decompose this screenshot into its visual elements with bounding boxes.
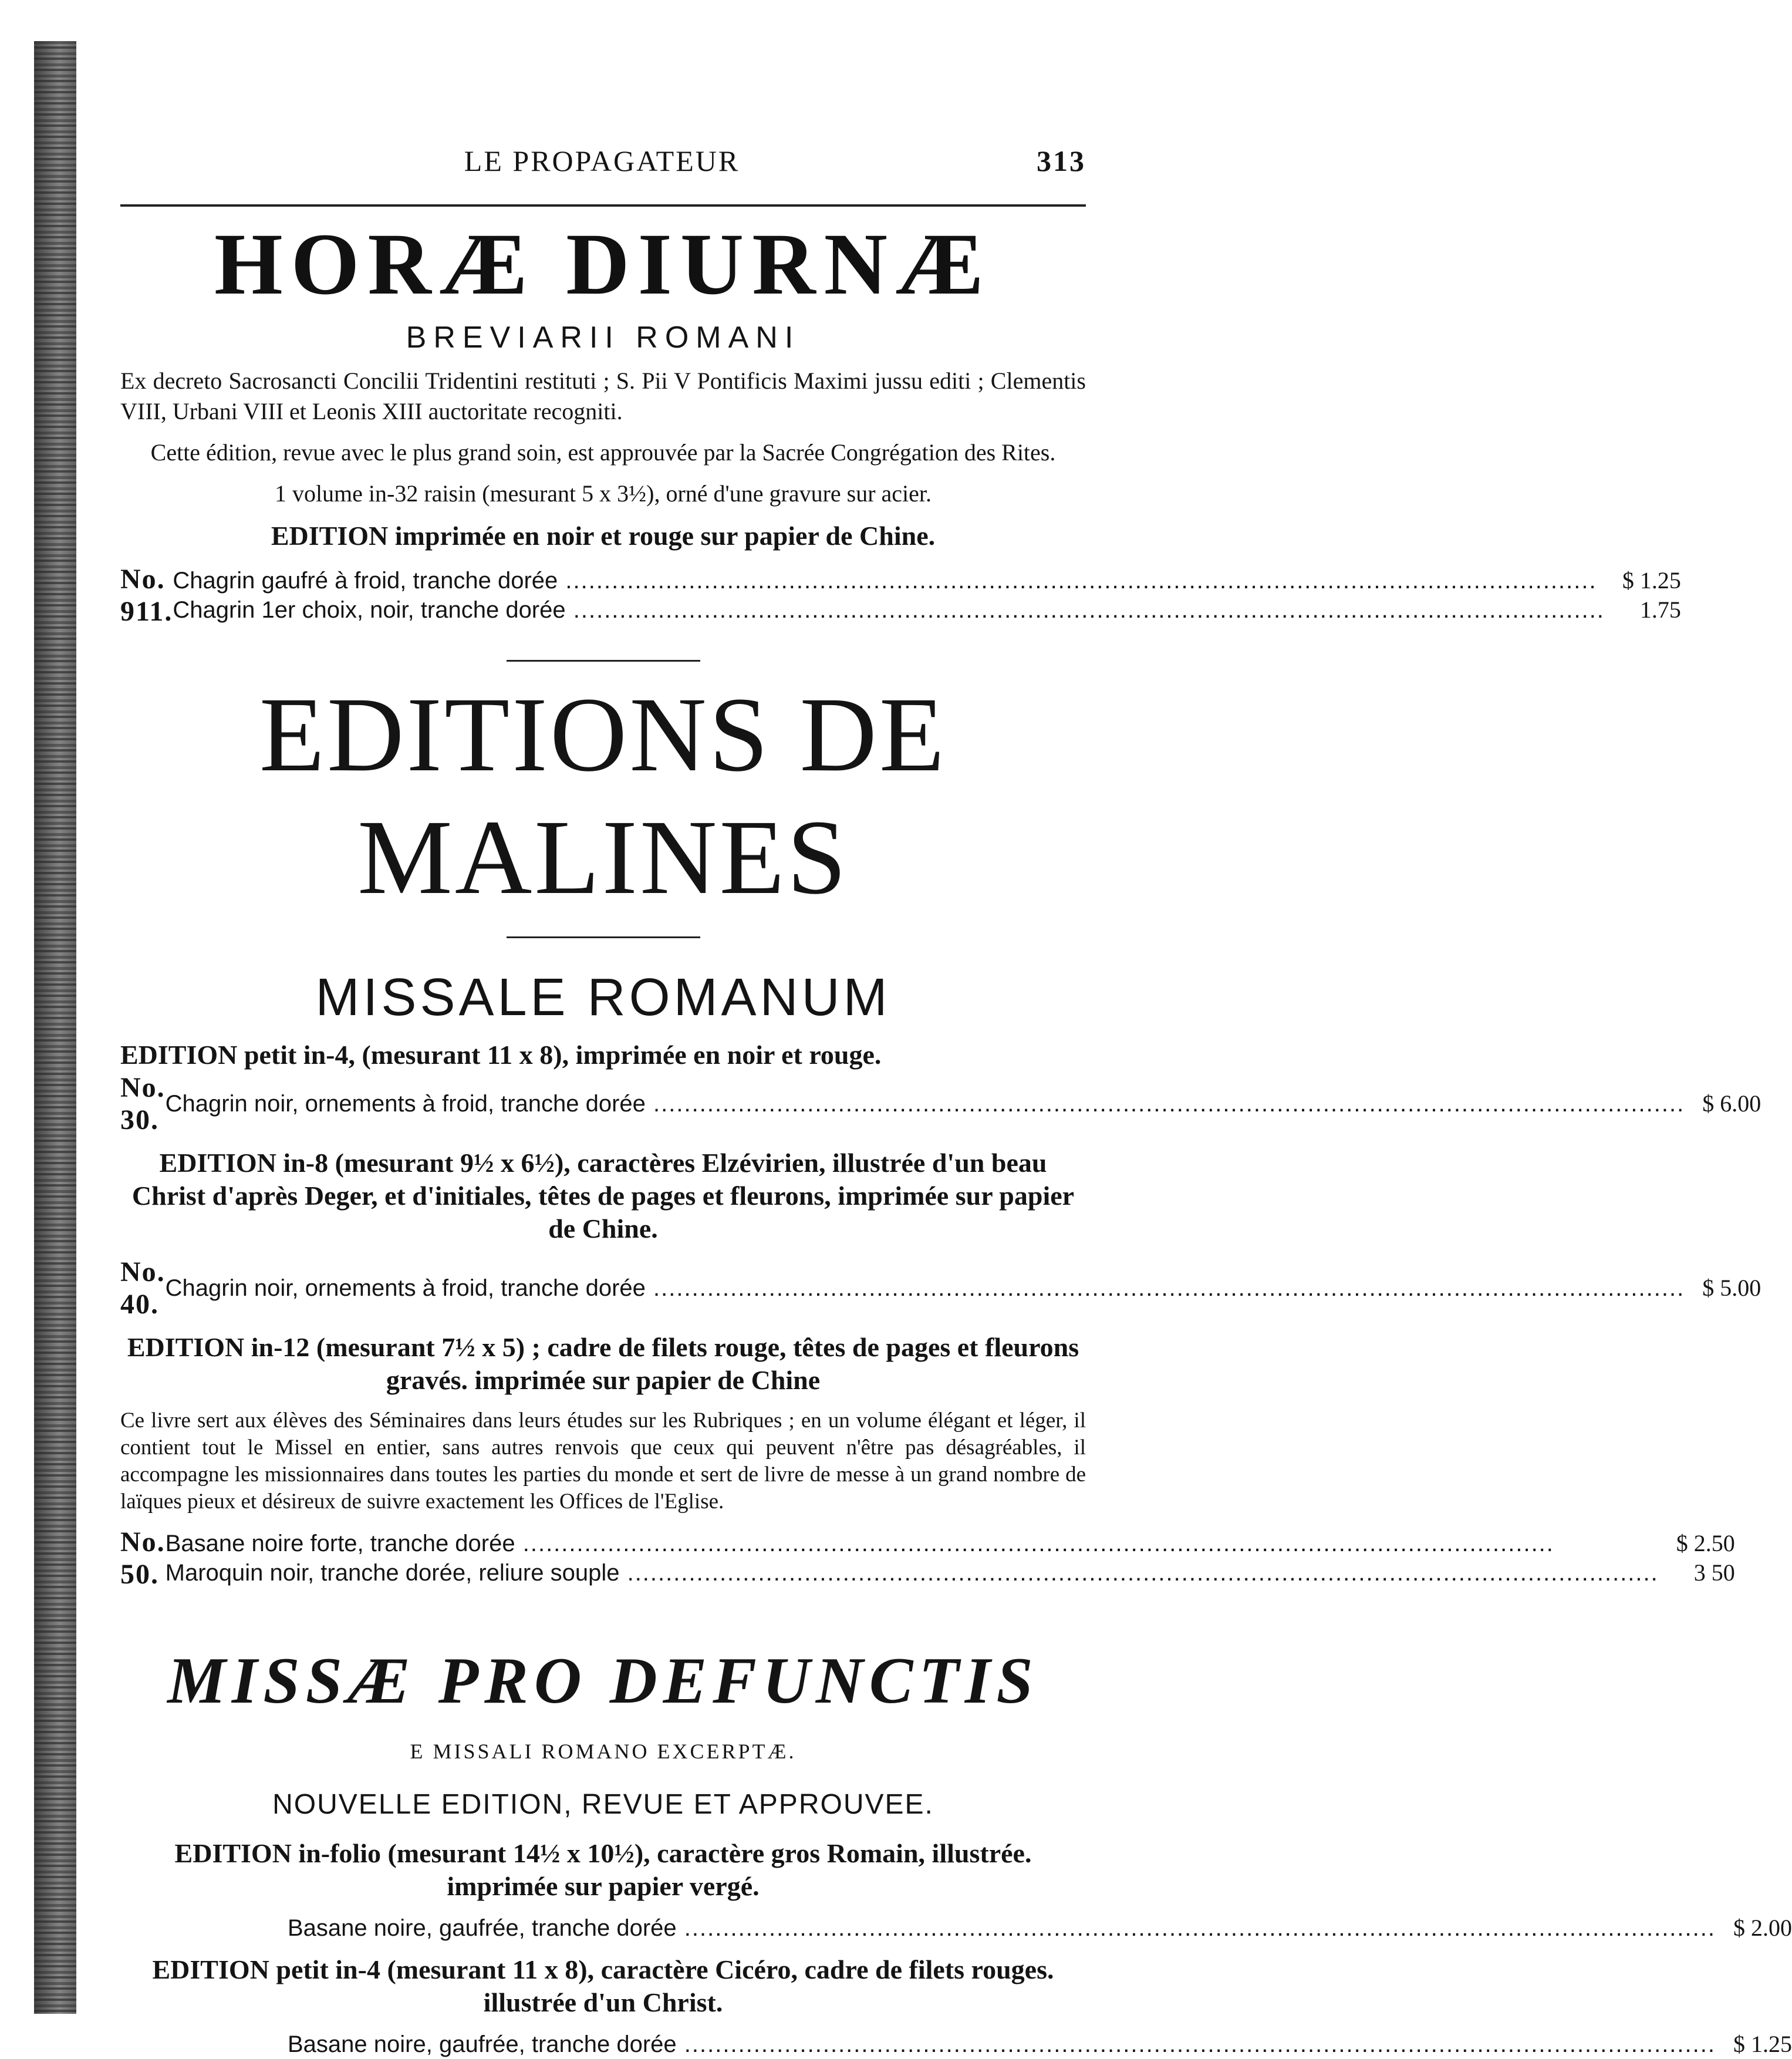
decree-paragraph: Ex decreto Sacrosancti Concilii Tridentini restituti ; S. Pii V Pontificis Maximi jussu editi ; Clementis VIII, Urbani VIII et Leonis XIII auctoritate recogniti. xyxy=(120,367,1086,424)
running-header xyxy=(120,144,1086,188)
product-number: No. 30. xyxy=(120,1072,166,1136)
product-911 xyxy=(120,563,1681,628)
edition-paragraph: EDITION petit in-4 (mesurant 11 x 8), caractère Cicéro, cadre de filets rouges. illustrée d'un Christ. xyxy=(152,1954,1054,2018)
price-line xyxy=(173,595,1681,625)
edition-note: Cette édition, revue avec le plus grand soin, est approuvée par la Sacrée Congrégation des Rites. xyxy=(150,439,1056,466)
price-line xyxy=(173,566,1681,595)
price-line xyxy=(166,1089,1761,1118)
section-divider xyxy=(507,936,700,938)
seminary-note: Ce livre sert aux élèves des Séminaires dans leurs études sur les Rubriques ; en un volume élégant et léger, il contient tout le Missel en entier, sans autres renvois que ceux qui peuvent n'être pas désagréables, il accompagne les missionnaires dans toutes les parties du monde et sert de livre de messe à un grand nombre de laïques pieux et désireux de suivre exactement les Offices de l'Eglise. xyxy=(120,1408,1086,1514)
header-rule xyxy=(120,204,1086,207)
missae-title: MISSÆ PRO DEFUNCTIS xyxy=(167,1644,1039,1718)
price-value: $ 2.50 xyxy=(1676,1530,1735,1557)
edition-paragraph: EDITION in-12 (mesurant 7½ x 5) ; cadre de filets rouge, têtes de pages et fleurons gravés. imprimée sur papier de Chine xyxy=(127,1332,1079,1396)
price-value: 1.75 xyxy=(1639,596,1681,623)
document-page xyxy=(120,144,1792,2058)
price-line xyxy=(120,1913,1792,1943)
product-number: No. 50. xyxy=(120,1526,166,1590)
horae-title: HORÆ DIURNÆ xyxy=(214,215,992,313)
volume-description: 1 volume in-32 raisin (mesurant 5 x 3½), orné d'une gravure sur acier. xyxy=(274,480,932,507)
price-value: $ 6.00 xyxy=(1702,1090,1761,1117)
excerpt-subtitle: E MISSALI ROMANO EXCERPTÆ. xyxy=(410,1740,797,1764)
product-50 xyxy=(120,1526,1735,1590)
page-edge-scan xyxy=(34,41,76,2014)
malines-title: EDITIONS DE MALINES xyxy=(259,675,947,916)
edition-heading: EDITION imprimée en noir et rouge sur papier de Chine. xyxy=(271,520,936,551)
price-line xyxy=(166,1273,1761,1303)
product-number: No. 911. xyxy=(120,563,173,627)
price-line xyxy=(120,2030,1792,2059)
page-number: 313 xyxy=(1037,144,1086,177)
price-value: 3 50 xyxy=(1693,1559,1735,1586)
price-value: $ 5.00 xyxy=(1702,1275,1761,1302)
nouvelle-edition-heading: NOUVELLE EDITION, REVUE ET APPROUVEE. xyxy=(272,1789,934,1821)
price-desc: Basane noire, gaufrée, tranche dorée ..... xyxy=(288,1913,1716,1943)
breviarii-subtitle: BREVIARII ROMANI xyxy=(406,320,801,355)
price-desc: Chagrin 1er choix, noir, tranche dorée ..... xyxy=(173,595,1605,625)
price-value: $ 1.25 xyxy=(1622,567,1681,594)
price-line xyxy=(166,1529,1735,1558)
price-desc: Basane noire forte, tranche dorée ..... xyxy=(166,1529,1659,1558)
price-desc: Chagrin noir, ornements à froid, tranche dorée ..... xyxy=(166,1089,1685,1118)
product-number: No. 40. xyxy=(120,1256,166,1320)
product-40 xyxy=(120,1256,1761,1320)
product-30 xyxy=(120,1071,1761,1136)
price-line xyxy=(166,1558,1735,1588)
section-divider xyxy=(507,660,700,662)
price-value: $ 1.25 xyxy=(1733,2031,1792,2058)
edition-paragraph: EDITION in-8 (mesurant 9½ x 6½), caractères Elzévirien, illustrée d'un beau Christ d'après Deger, et d'initiales, têtes de pages et fleurons, imprimée sur papier de Chine. xyxy=(131,1148,1075,1244)
edition-paragraph: EDITION petit in-4, (mesurant 11 x 8), imprimée en noir et rouge. xyxy=(120,1040,882,1070)
missale-title: MISSALE ROMANUM xyxy=(315,968,891,1027)
price-value: $ 2.00 xyxy=(1733,1915,1792,1942)
price-desc: Chagrin gaufré à froid, tranche dorée ..... xyxy=(173,566,1605,595)
edition-paragraph: EDITION in-folio (mesurant 14½ x 10½), caractère gros Romain, illustrée. imprimée sur papier vergé. xyxy=(174,1838,1032,1902)
price-desc: Basane noire, gaufrée, tranche dorée ..... xyxy=(288,2030,1716,2059)
price-desc: Maroquin noir, tranche dorée, reliure souple ..... xyxy=(166,1558,1659,1588)
journal-title: LE PROPAGATEUR xyxy=(464,144,740,177)
price-desc: Chagrin noir, ornements à froid, tranche dorée ..... xyxy=(166,1273,1685,1303)
